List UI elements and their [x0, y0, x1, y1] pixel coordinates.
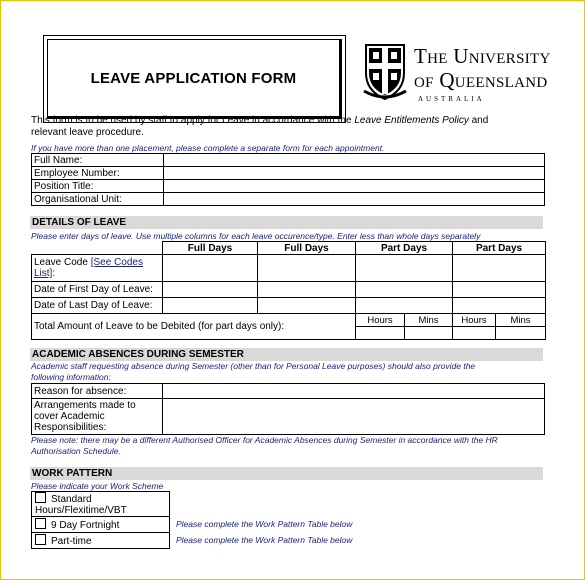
first-day-part-1[interactable]: [356, 282, 453, 298]
form-title-inner: [47, 39, 342, 119]
total-mins-2[interactable]: [496, 327, 546, 340]
label-last-day: Date of Last Day of Leave:: [32, 298, 163, 314]
leave-code-part-1[interactable]: [356, 255, 453, 282]
col-full-days-1: Full Days: [163, 242, 258, 255]
university-crest-icon: [362, 43, 408, 101]
leave-code-part-2[interactable]: [453, 255, 546, 282]
last-day-full-2[interactable]: [258, 298, 356, 314]
label-employee-number: Employee Number:: [32, 167, 164, 180]
arrangements-field[interactable]: [163, 399, 545, 435]
organisational-unit-field[interactable]: [164, 193, 545, 206]
last-day-part-1[interactable]: [356, 298, 453, 314]
employee-number-field[interactable]: [164, 167, 545, 180]
first-day-full-1[interactable]: [163, 282, 258, 298]
option-standard-hours[interactable]: Standard Hours/Flexitime/VBT: [32, 492, 170, 517]
option-part-time[interactable]: Part-time: [32, 533, 170, 549]
header-blank: [32, 242, 163, 255]
details-note: Please enter days of leave. Use multiple columns for each leave occurence/type. Enter less than whole days separately: [31, 231, 481, 241]
position-title-field[interactable]: [164, 180, 545, 193]
hours-label-2: Hours: [453, 314, 496, 327]
total-mins-1[interactable]: [405, 327, 453, 340]
full-name-field[interactable]: [164, 154, 545, 167]
label-position-title: Position Title:: [32, 180, 164, 193]
intro-line1: This form is to be used by staff to apply for Leave in accordance with the Leave Entitlements Policy and: [31, 115, 489, 126]
reason-for-absence-field[interactable]: [163, 384, 545, 399]
nine-day-fortnight-note: Please complete the Work Pattern Table below: [176, 519, 353, 529]
intro-line2: relevant leave procedure.: [31, 127, 144, 138]
academic-note: Academic staff requesting absence during Semester (other than for Personal Leave purposes) should also provide the following information:: [31, 361, 476, 382]
label-leave-code: Leave Code [See Codes List]:: [32, 255, 163, 282]
col-part-days-2: Part Days: [453, 242, 546, 255]
university-country: AUSTRALIA: [418, 95, 485, 102]
work-pattern-table: [31, 491, 170, 549]
placement-note: If you have more than one placement, please complete a separate form for each appointment.: [31, 143, 385, 153]
first-day-full-2[interactable]: [258, 282, 356, 298]
personal-details-table: [31, 153, 545, 206]
academic-absence-table: [31, 383, 545, 435]
total-hours-1[interactable]: [356, 327, 405, 340]
label-arrangements: Arrangements made to cover Academic Responsibilities:: [32, 399, 163, 435]
academic-absences-heading: ACADEMIC ABSENCES DURING SEMESTER: [30, 348, 543, 361]
label-reason-for-absence: Reason for absence:: [32, 384, 163, 399]
total-hours-2[interactable]: [453, 327, 496, 340]
label-full-name: Full Name:: [32, 154, 164, 167]
leave-code-full-2[interactable]: [258, 255, 356, 282]
authorised-officer-note: Please note: there may be a different Authorised Officer for Academic Absences during Semester in accordance with the HR Authorisation Schedule.: [31, 435, 498, 456]
work-scheme-note: Please indicate your Work Scheme: [31, 481, 164, 491]
form-title: LEAVE APPLICATION FORM: [90, 69, 297, 87]
codes-list-link[interactable]: List]: [34, 268, 53, 279]
last-day-full-1[interactable]: [163, 298, 258, 314]
mins-label-1: Mins: [405, 314, 453, 327]
details-of-leave-heading: DETAILS OF LEAVE: [30, 216, 543, 229]
form-title-box: [43, 35, 346, 123]
first-day-part-2[interactable]: [453, 282, 546, 298]
part-time-checkbox[interactable]: [35, 534, 46, 545]
col-full-days-2: Full Days: [258, 242, 356, 255]
university-name-line2: of Queensland: [414, 68, 548, 92]
label-first-day: Date of First Day of Leave:: [32, 282, 163, 298]
standard-hours-checkbox[interactable]: [35, 492, 46, 503]
label-organisational-unit: Organisational Unit:: [32, 193, 164, 206]
option-9-day-fortnight[interactable]: 9 Day Fortnight: [32, 517, 170, 533]
policy-name: Leave Entitlements Policy: [354, 115, 469, 126]
label-total-amount: Total Amount of Leave to be Debited (for part days only):: [32, 314, 356, 340]
col-part-days-1: Part Days: [356, 242, 453, 255]
leave-details-table: [31, 241, 546, 340]
see-codes-link[interactable]: [See Codes: [90, 257, 143, 268]
last-day-part-2[interactable]: [453, 298, 546, 314]
leave-code-full-1[interactable]: [163, 255, 258, 282]
part-time-note: Please complete the Work Pattern Table below: [176, 535, 353, 545]
university-name-line1: The University: [414, 44, 551, 68]
nine-day-fortnight-checkbox[interactable]: [35, 518, 46, 529]
hours-label-1: Hours: [356, 314, 405, 327]
work-pattern-heading: WORK PATTERN: [30, 467, 543, 480]
mins-label-2: Mins: [496, 314, 546, 327]
